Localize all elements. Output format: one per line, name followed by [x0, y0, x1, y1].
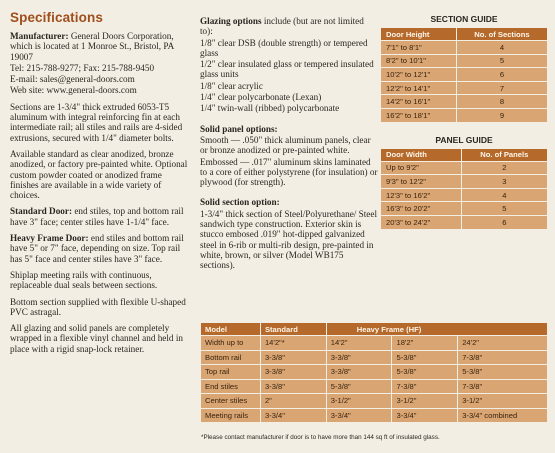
specifications-title: Specifications — [10, 10, 103, 25]
table-row — [381, 41, 548, 55]
glazing-intro — [200, 16, 378, 37]
table-row — [381, 215, 548, 229]
table-cell: 5 — [456, 54, 547, 68]
panel-guide-title: PANEL GUIDE — [435, 134, 493, 145]
table-row — [381, 188, 548, 202]
table-cell: 3-3/8" — [326, 365, 392, 380]
sections-paragraph: Sections are 1-3/4" thick extruded 6053-T5 aluminum with integral reinforcing fin at each intermediate rail; all stiles and rails are 4-sided extrusions, secured with 1/4" diameter bolts. — [10, 101, 183, 143]
glazing-label: Glazing options — [200, 16, 262, 26]
table-cell: 7-3/8" — [458, 379, 548, 394]
section-guide-table — [380, 27, 548, 123]
standard-door-text: end stiles, top and bottom rail have 3" face; center stiles have 1-1/4" face. — [10, 206, 184, 227]
table-cell: 3-3/4" — [260, 408, 326, 423]
table-row — [201, 379, 548, 394]
table-cell: 5-3/8" — [326, 379, 392, 394]
table-cell: 3-3/4" — [326, 408, 392, 423]
glazing-wrap-paragraph: All glazing and solid panels are completely wrapped in a flexible vinyl channel and held in place with a rigid snap-lock retainer. — [10, 323, 183, 354]
table-cell: 14'2"* — [260, 336, 326, 351]
table-cell: 3-3/8" — [260, 379, 326, 394]
table-header: Door Width — [381, 148, 462, 161]
table-cell: Meeting rails — [201, 408, 261, 423]
table-header-row — [381, 148, 548, 161]
table-cell: 20'3" to 24'2" — [381, 215, 462, 229]
table-cell: 12'2" to 14'1" — [381, 81, 457, 95]
table-row — [381, 95, 548, 109]
glazing-item: 1/4" twin-wall (ribbed) polycarbonate — [200, 103, 340, 114]
solid-panel-label — [200, 124, 378, 134]
table-cell: 4 — [461, 188, 547, 202]
table-cell: 3-3/8" — [260, 365, 326, 380]
table-header: No. of Sections — [456, 28, 547, 41]
table-cell: 5-3/8" — [392, 350, 458, 365]
bottom-section-paragraph: Bottom section supplied with flexible U-shaped PVC astragal. — [10, 296, 186, 317]
table-cell: 3-3/8" — [326, 350, 392, 365]
email-text: E-mail: sales@general-doors.com — [10, 74, 135, 85]
table-row — [381, 202, 548, 216]
table-cell: 5-3/8" — [392, 365, 458, 380]
table-cell: 14'2" to 16'1" — [381, 95, 457, 109]
table-header: Heavy Frame (HF) — [326, 323, 547, 336]
table-cell: 7 — [456, 81, 547, 95]
heavy-frame-paragraph — [10, 233, 188, 264]
table-cell: 9'3" to 12'2" — [381, 175, 462, 189]
table-row — [381, 161, 548, 175]
table-header: Model — [201, 323, 261, 336]
table-cell: Center stiles — [201, 394, 261, 409]
solid-section-label — [200, 197, 378, 207]
table-cell: 6 — [461, 215, 547, 229]
table-cell: Up to 9'2" — [381, 161, 462, 175]
table-cell: Top rail — [201, 365, 261, 380]
heavy-frame-text: end stiles and bottom rail have 5" or 7" face, depending on size. Top rail has 5" face and center stiles have 3" face. — [10, 233, 184, 264]
table-cell: 3-1/2" — [326, 394, 392, 409]
table-cell: 14'2" — [326, 336, 392, 351]
table-cell: 5-3/8" — [458, 365, 548, 380]
glazing-item: 1/8" clear acrylic — [200, 80, 263, 91]
table-cell: 16'3" to 20'2" — [381, 202, 462, 216]
table-header: No. of Panels — [461, 148, 547, 161]
table-header-row — [381, 28, 548, 41]
standard-door-label: Standard Door: — [10, 206, 73, 217]
glazing-intro-text: include (but are not limited to): — [200, 16, 364, 37]
web-text: Web site: www.general-doors.com — [10, 85, 137, 96]
specifications-column — [10, 10, 188, 360]
table-row — [201, 365, 548, 380]
solid-panel-embossed: Embossed — .017" aluminum skins laminated to a core of either polystyrene (for insulation) or plywood (for strength). — [200, 156, 378, 188]
table-cell: 3-1/2" — [458, 394, 548, 409]
table-cell: 3-1/2" — [392, 394, 458, 409]
table-cell: 8 — [456, 95, 547, 109]
table-cell: 7-3/8" — [458, 350, 548, 365]
table-cell: 24'2" — [458, 336, 548, 351]
solid-section-text: 1-3/4" thick section of Steel/Polyurethane/ Steel sandwich type construction. Exterior skin is stucco embosed .019" hot-dipped galvanized steel in 6-rib or multi-rib design, pre-painted in white, brown, or silver (Model WB175 sections). — [200, 208, 377, 271]
section-guide-title: SECTION GUIDE — [430, 14, 498, 24]
table-cell: 7-3/8" — [392, 379, 458, 394]
table-row — [381, 108, 548, 122]
table-row — [381, 81, 548, 95]
standard-door-paragraph — [10, 206, 188, 227]
table-row — [201, 336, 548, 351]
shiplap-paragraph: Shiplap meeting rails with continuous, replaceable dual seals between sections. — [10, 269, 158, 291]
manufacturer-text: General Doors Corporation, which is located at 1 Monroe St., Bristol, PA 19007 — [10, 31, 174, 62]
table-row — [201, 350, 548, 365]
table-cell: 10'2" to 12'1" — [381, 68, 457, 82]
manufacturer-label: Manufacturer: — [10, 31, 69, 41]
table-cell: 2" — [260, 394, 326, 409]
table-cell: 3 — [461, 175, 547, 189]
tel-fax: Tel: 215-788-9277; Fax: 215-788-9450 — [10, 62, 155, 73]
table-cell: 9 — [456, 108, 547, 122]
solid-section-heading: Solid section option: — [200, 197, 280, 208]
frame-table-footnote: *Please contact manufacturer if door is to have more than 144 sq ft of insulated glass. — [201, 434, 440, 441]
table-cell: 3-3/8" — [260, 350, 326, 365]
guides-column — [380, 14, 548, 230]
solid-panel-smooth: Smooth — .050" thick aluminum panels, clear or bronze anodized or pre-painted white. — [200, 134, 371, 156]
table-cell: 5 — [461, 202, 547, 216]
table-cell: 4 — [456, 41, 547, 55]
table-row — [201, 394, 548, 409]
table-cell: 16'2" to 18'1" — [381, 108, 457, 122]
finish-paragraph: Available standard as clear anodized, bronze anodized, or factory pre-painted white. Optional custom powder coated or anodized frame finishes are available in a wide variety of choices. — [10, 148, 188, 201]
glazing-item: 1/8" clear DSB (double strength) or tempered glass — [200, 37, 368, 58]
table-cell: 7'1" to 8'1" — [381, 41, 457, 55]
table-header: Door Height — [381, 28, 457, 41]
table-cell: 3-3/4" — [392, 408, 458, 423]
glazing-list — [200, 38, 378, 114]
glazing-item: 1/4" clear polycarbonate (Lexan) — [200, 92, 322, 103]
table-row — [381, 68, 548, 82]
table-row — [201, 408, 548, 423]
frame-dimensions-table — [200, 322, 548, 423]
manufacturer-paragraph — [10, 31, 188, 62]
table-header-row — [201, 323, 548, 336]
table-row — [381, 54, 548, 68]
heavy-frame-label: Heavy Frame Door: — [10, 233, 89, 244]
table-header: Standard — [260, 323, 326, 336]
table-cell: 8'2" to 10'1" — [381, 54, 457, 68]
table-cell: 12'3" to 16'2" — [381, 188, 462, 202]
table-cell: Bottom rail — [201, 350, 261, 365]
table-row — [381, 175, 548, 189]
panel-guide-table — [380, 148, 548, 230]
options-column — [200, 16, 378, 277]
table-cell: End stiles — [201, 379, 261, 394]
table-cell: 3-3/4" combined — [458, 408, 548, 423]
table-cell: 2 — [461, 161, 547, 175]
glazing-item: 1/2" clear insulated glass or tempered insulated glass units — [200, 59, 374, 80]
table-cell: 18'2" — [392, 336, 458, 351]
solid-panel-heading: Solid panel options: — [200, 123, 278, 134]
table-cell: Width up to — [201, 336, 261, 351]
table-cell: 6 — [456, 68, 547, 82]
